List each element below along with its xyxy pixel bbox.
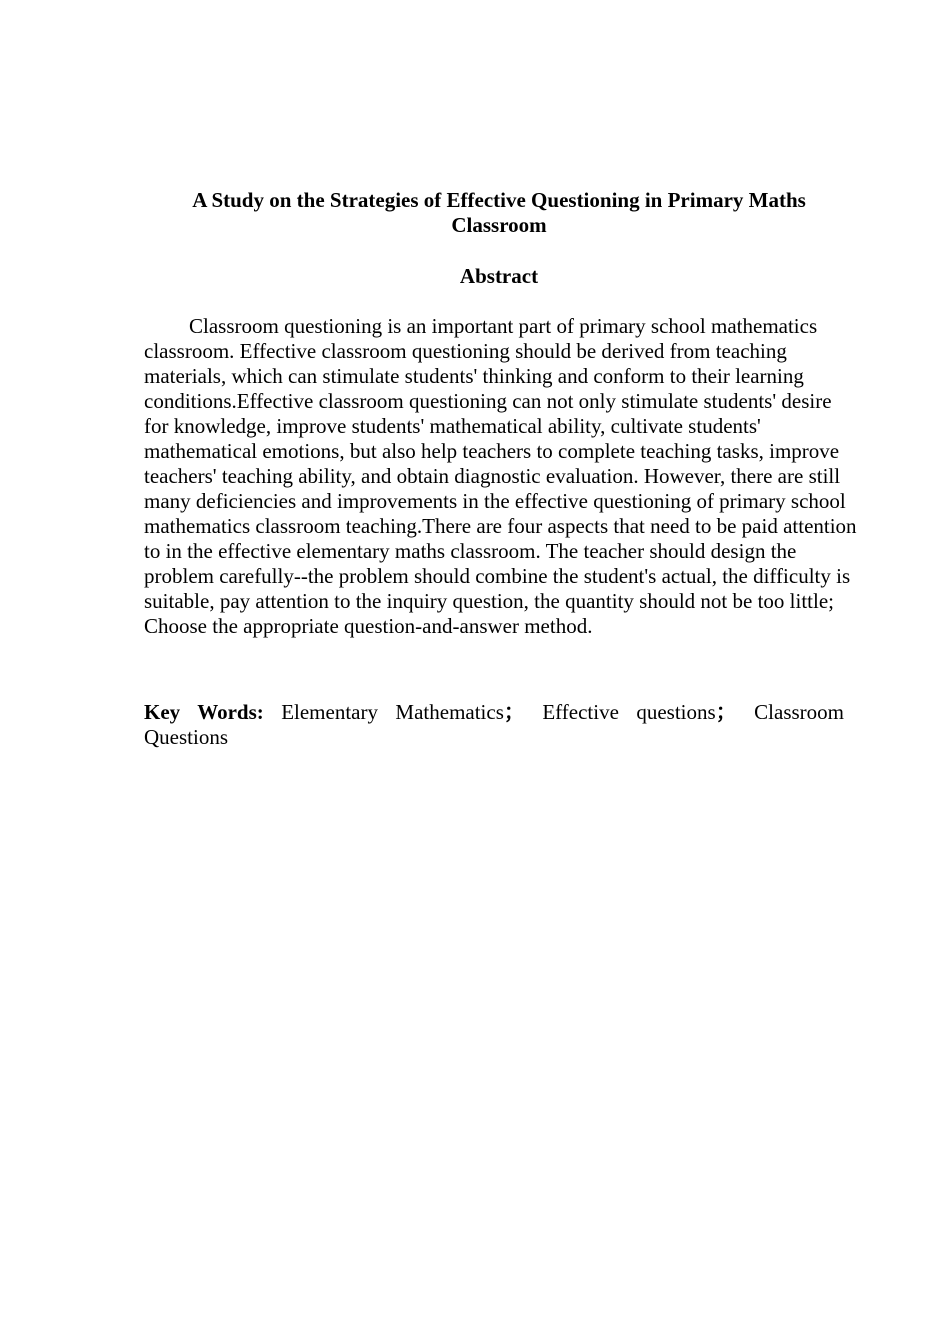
keyword-separator: ； [503, 700, 525, 724]
keywords-line [144, 700, 844, 750]
paper-title: A Study on the Strategies of Effective Questioning in Primary Maths Classroom [192, 188, 806, 237]
abstract-heading: Abstract [459, 264, 539, 288]
keyword-item: Classroom Questions [144, 700, 844, 749]
keywords-label: Key Words: [144, 700, 264, 724]
abstract-text: Classroom questioning is an important part of primary school mathematics classroom. Effective classroom questioning should be derived from teaching materials, which can stimulate students' thinking and conform to their learning conditions.Effective classroom questioning can not only stimulate students' desire for knowledge, improve students' mathematical ability, cultivate students' mathematical emotions, but also help teachers to complete teaching tasks, improve teachers' teaching ability, and obtain diagnostic evaluation. However, there are still many deficiencies and improvements in the effective questioning of primary school mathematics classroom teaching.There are four aspects that need to be paid attention to in the effective elementary maths classroom. The teacher should design the problem carefully--the problem should combine the student's actual, the difficulty is suitable, pay attention to the inquiry question, the quantity should not be too little; Choose the appropriate question-and-answer method. [144, 314, 857, 638]
keyword-separator: ； [715, 700, 737, 724]
keyword-item: Effective questions [542, 700, 716, 724]
keyword-item: Elementary Mathematics [281, 700, 504, 724]
